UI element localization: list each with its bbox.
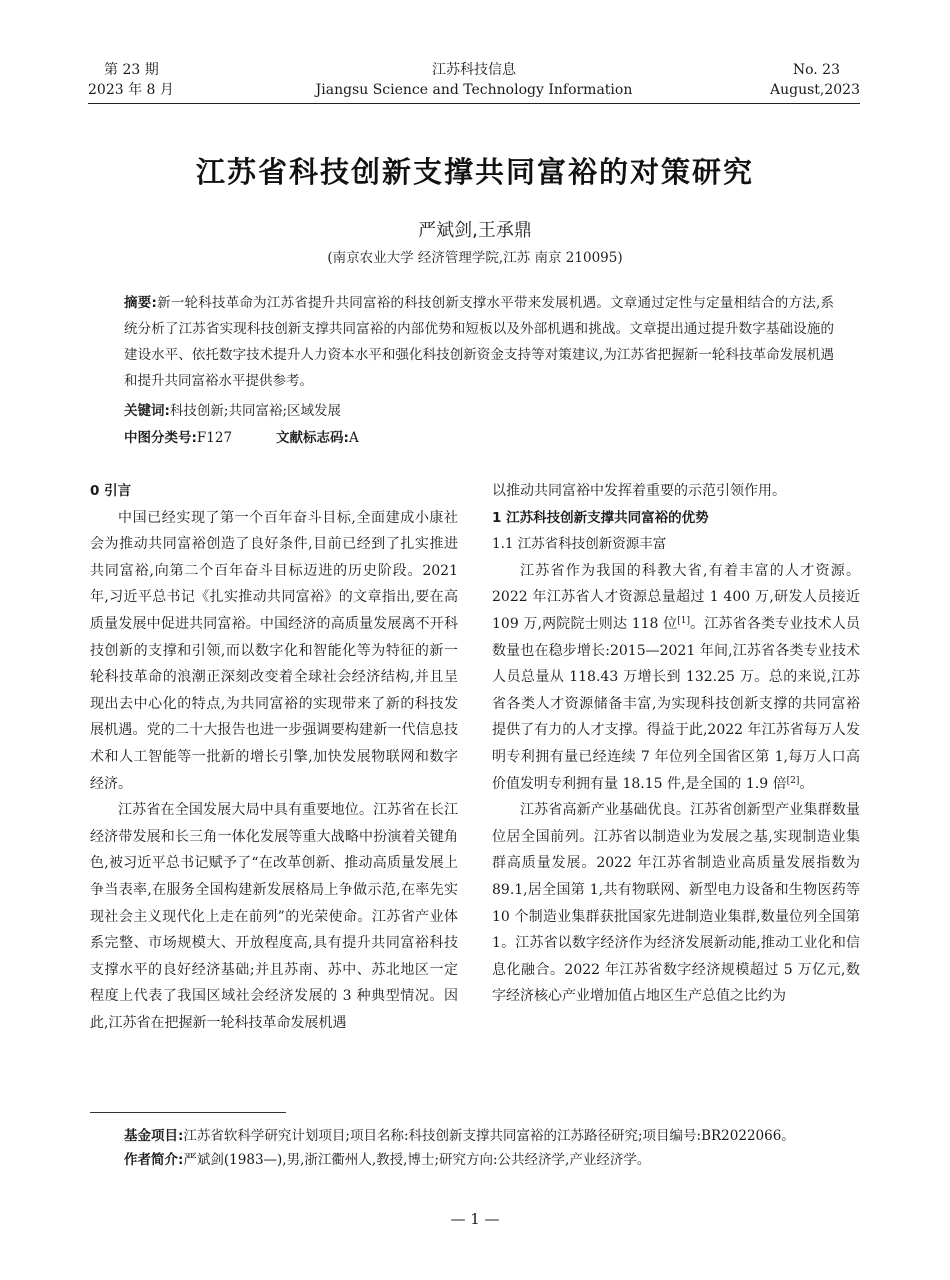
left-column xyxy=(90,478,458,1036)
paper-title: 江苏省科技创新支撑共同富裕的对策研究 xyxy=(195,155,754,189)
intro-continuation: 以推动共同富裕中发挥着重要的示范引领作用。 xyxy=(492,483,786,499)
footnotes xyxy=(124,1124,864,1172)
issue-date-en: August,2023 xyxy=(770,82,860,98)
header-issue-en xyxy=(770,60,860,100)
right-column xyxy=(492,478,860,1010)
header-journal xyxy=(88,60,860,100)
abstract-label: 摘要: xyxy=(124,295,157,311)
author-bio-label: 作者简介: xyxy=(124,1152,184,1168)
section-1-1-paragraph-2: 江苏省高新产业基础优良。江苏省创新型产业集群数量位居全国前列。江苏省以制造业为发展之基,实现制造业集群高质量发展。2022 年江苏省制造业高质量发展指数为 89.1,居全国第 1,共有物联网、新型电力设备和生物医药等 10 个制造业集群获批国家先进制造业集群,数量位列全国第 1。江苏省以数字经济作为经济发展新动能,推动工业化和信息化融合。2022 年江苏省数字经济规模超过 5 万亿元,数字经济核心产业增加值占地区生产总值之比约为 xyxy=(492,802,860,1005)
author-bio-text: 严斌剑(1983—),男,浙江衢州人,教授,博士;研究方向:公共经济学,产业经济学。 xyxy=(183,1152,651,1168)
clc-value: F127 xyxy=(196,430,233,446)
funding-text: 江苏省软科学研究计划项目;项目名称:科技创新支撑共同富裕的江苏路径研究;项目编号:BR2022066。 xyxy=(183,1128,795,1144)
citation-1: [1] xyxy=(677,615,690,626)
clc-label: 中图分类号: xyxy=(124,430,197,446)
doc-code-label: 文献标志码: xyxy=(276,430,349,446)
issue-number-en: No. 23 xyxy=(792,62,840,78)
intro-paragraph-1: 中国已经实现了第一个百年奋斗目标,全面建成小康社会为推动共同富裕创造了良好条件,目前已经到了扎实推进共同富裕,向第二个百年奋斗目标迈进的历史阶段。2021 年,习近平总书记《扎实推动共同富裕》的文章指出,要在高质量发展中促进共同富裕。中国经济的高质量发展离不开科技创新的支撑和引领,而以数字化和智能化等为特征的新一轮科技革命的浪潮正深刻改变着全球社会经济结构,并且呈现出去中心化的特点,为共同富裕的实现带来了新的科技发展机遇。党的二十大报告也进一步强调要构建新一代信息技术和人工智能等一批新的增长引擎,加快发展物联网和数字经济。 xyxy=(90,509,458,792)
funding-note xyxy=(124,1124,864,1148)
issue-date-cn: 2023 年 8 月 xyxy=(88,82,174,98)
author-affiliation: (南京农业大学 经济管理学院,江苏 南京 210095) xyxy=(327,250,623,266)
para-text-a: 江苏省作为我国的科教大省,有着丰富的人才资源。2022 年江苏省人才资源总量超过 1 400 万,研发人员接近 109 万,两院院士则达 118 位 xyxy=(492,562,860,632)
keywords-text: 科技创新;共同富裕;区域发展 xyxy=(169,403,342,419)
paper-authors: 严斌剑,王承鼎 xyxy=(418,220,532,241)
para-text-c: 。 xyxy=(799,775,814,792)
keywords-label: 关键词: xyxy=(124,403,170,419)
issue-number-cn: 第 23 期 xyxy=(104,62,159,78)
section-1-1-paragraph-1 xyxy=(492,558,860,797)
journal-name-cn: 江苏科技信息 xyxy=(432,62,516,78)
subsection-1-1-heading: 1.1 江苏省科技创新资源丰富 xyxy=(492,536,667,553)
doc-code-value: A xyxy=(348,430,359,446)
journal-name-en: Jiangsu Science and Technology Information xyxy=(315,82,633,98)
footnote-divider xyxy=(90,1112,286,1113)
para-text-b: 。江苏省各类专业技术人员数量也在稳步增长:2015—2021 年间,江苏省各类专业技术人员总量从 118.43 万增长到 132.25 万。总的来说,江苏省各类人才资源储备丰富,为实现科技创新支撑的共同富裕提供了有力的人才支撑。得益于此,2022 年江苏省每万人发明专利拥有量已经连续 7 年位列全国省区第 1,每万人口高价值发明专利拥有量 18.15 件,是全国的 1.9 倍 xyxy=(492,615,860,792)
classification-line xyxy=(124,425,834,451)
running-header xyxy=(88,60,860,104)
citation-2: [2] xyxy=(786,775,800,786)
page-number: — 1 — xyxy=(450,1210,500,1228)
abstract-text: 新一轮科技革命为江苏省提升共同富裕的科技创新支撑水平带来发展机遇。文章通过定性与定量相结合的方法,系统分析了江苏省实现科技创新支撑共同富裕的内部优势和短板以及外部机遇和挑战。文章提出通过提升数字基础设施的建设水平、依托数字技术提升人力资本水平和强化科技创新资金支持等对策建议,为江苏省把握新一轮科技革命发展机遇和提升共同富裕水平提供参考。 xyxy=(124,295,834,389)
funding-label: 基金项目: xyxy=(124,1128,184,1144)
section-0-heading: 0 引言 xyxy=(90,483,132,499)
keywords xyxy=(124,398,834,424)
intro-paragraph-2: 江苏省在全国发展大局中具有重要地位。江苏省在长江经济带发展和长三角一体化发展等重大战略中扮演着关键角色,被习近平总书记赋予了“在改革创新、推动高质量发展上争当表率,在服务全国构建新发展格局上争做示范,在率先实现社会主义现代化上走在前列”的光荣使命。江苏省产业体系完整、市场规模大、开放程度高,具有提升共同富裕科技支撑水平的良好经济基础;并且苏南、苏中、苏北地区一定程度上代表了我国区域社会经济发展的 3 种典型情况。因此,江苏省在把握新一轮科技革命发展机遇 xyxy=(90,802,458,1031)
abstract xyxy=(124,290,834,394)
author-bio-note xyxy=(124,1148,864,1172)
section-1-heading: 1 江苏科技创新支撑共同富裕的优势 xyxy=(492,509,709,526)
